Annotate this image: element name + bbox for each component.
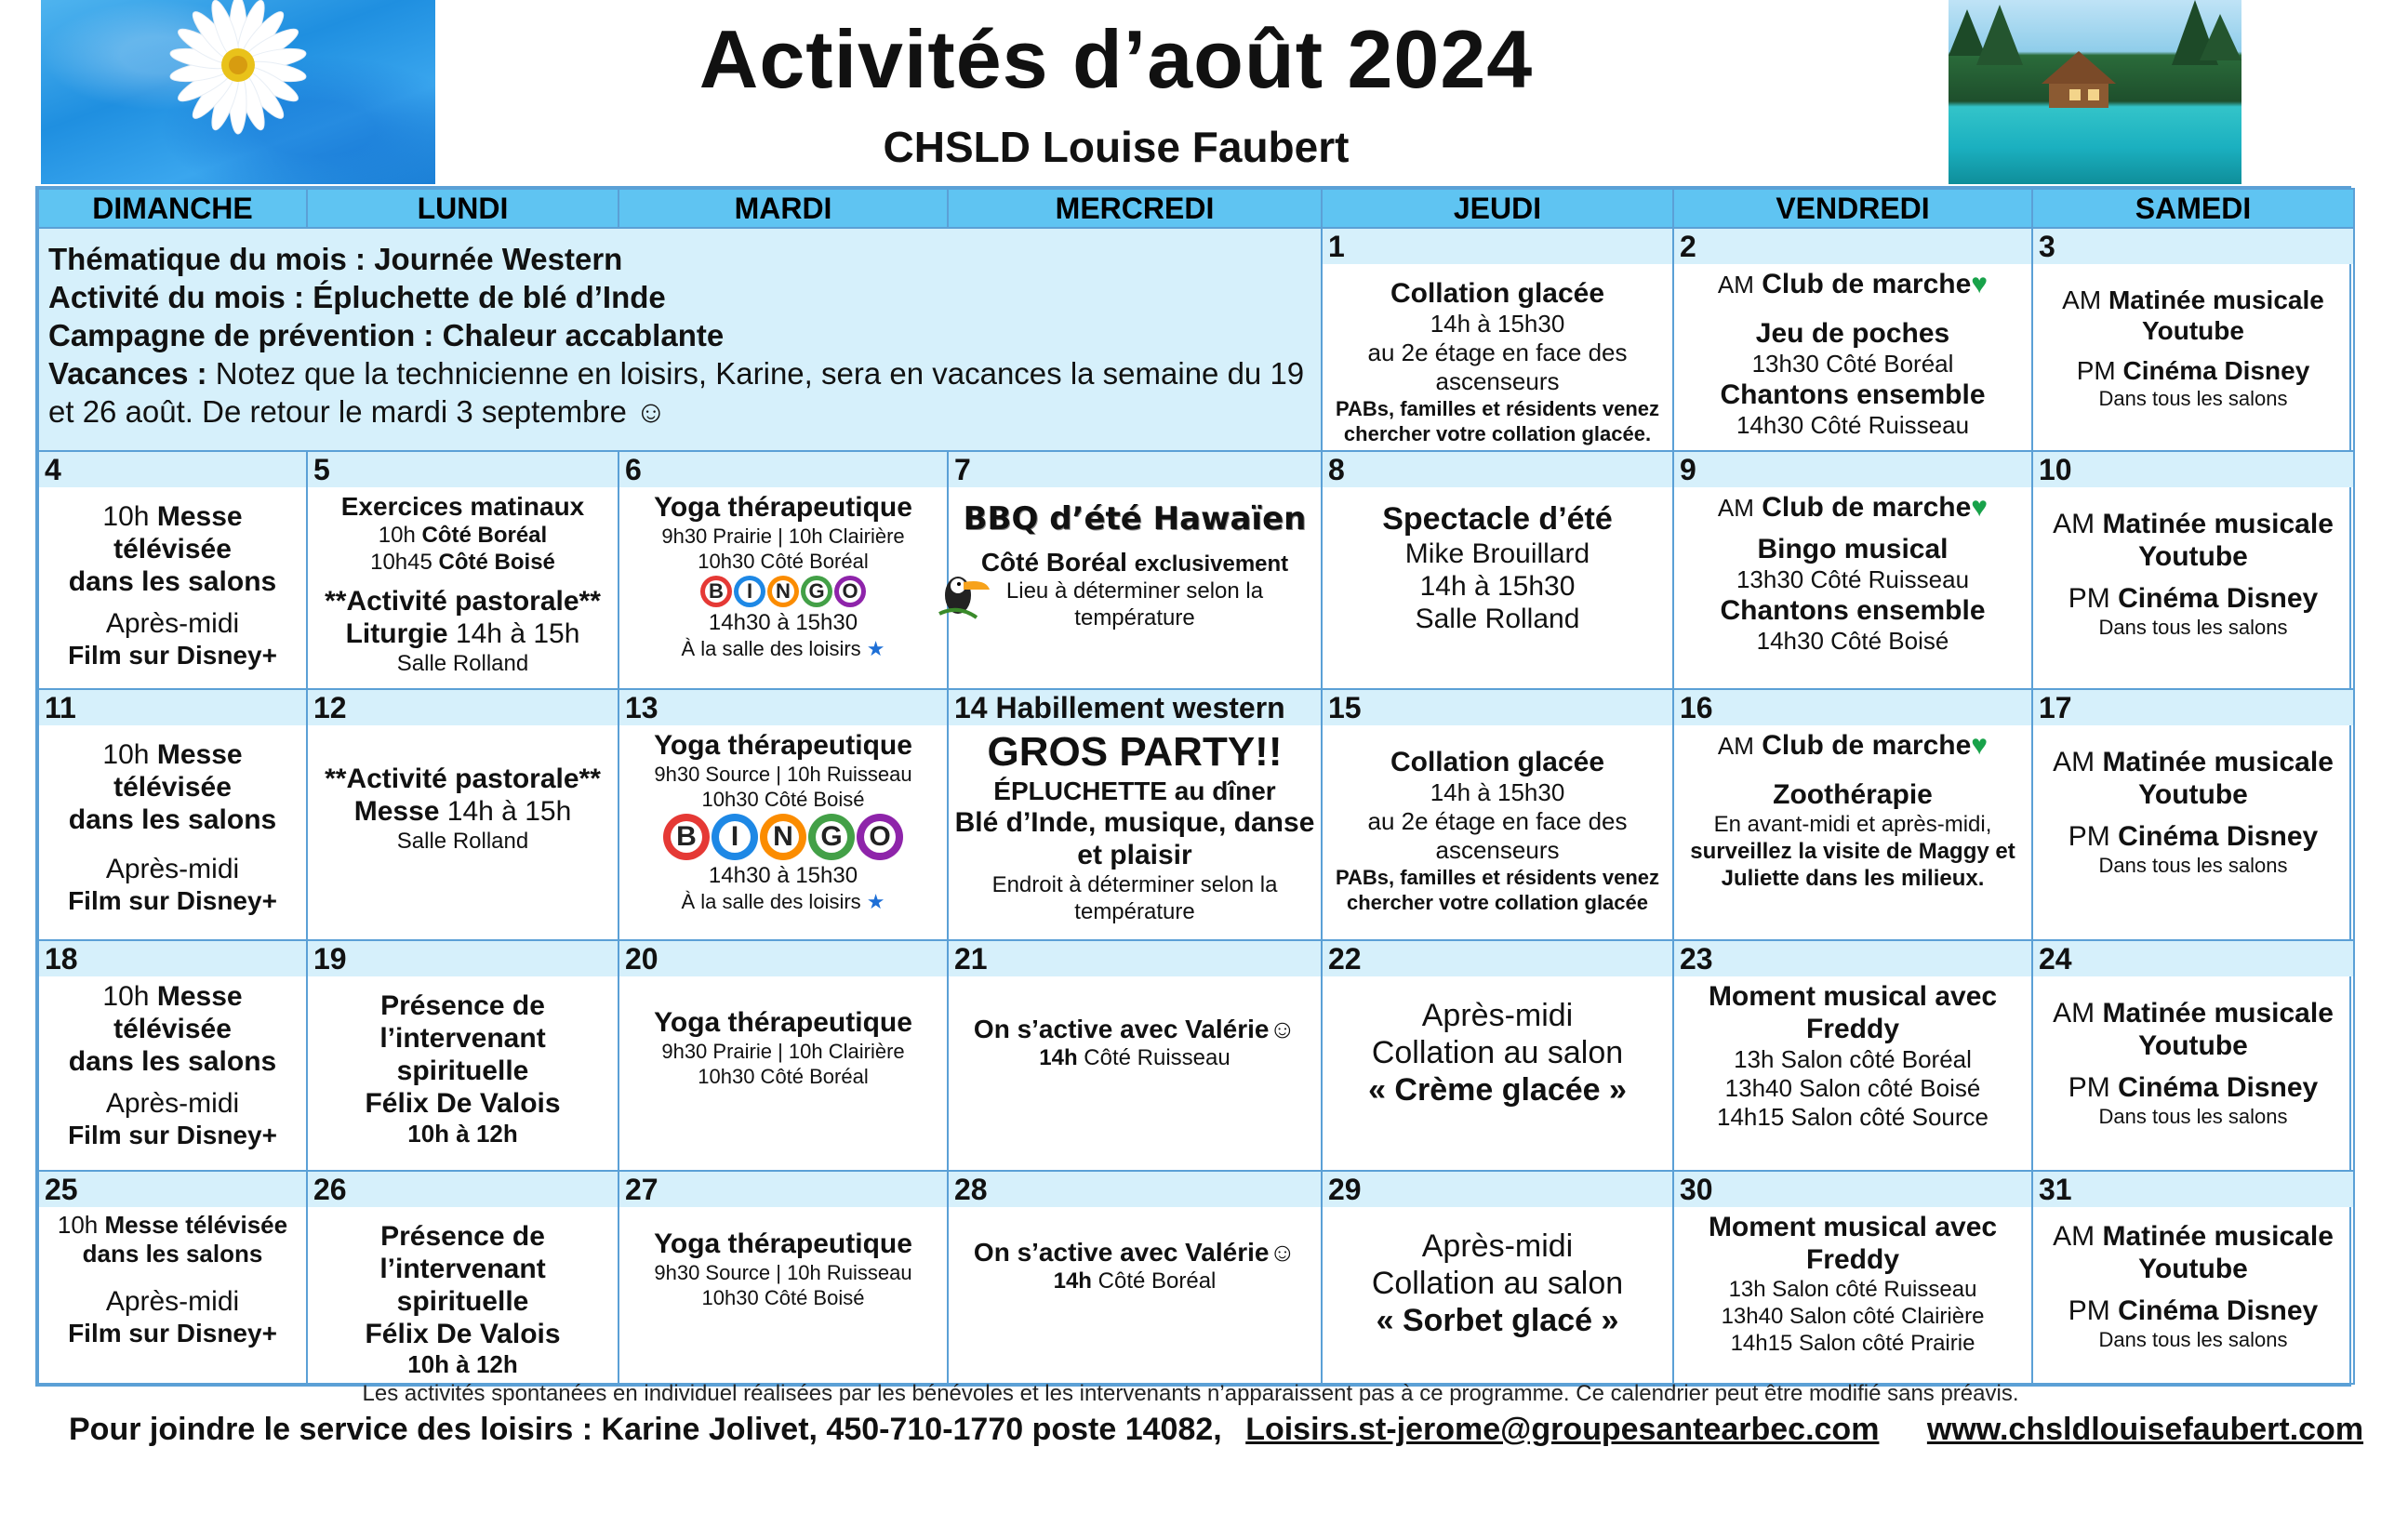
event-title: Film sur Disney+ [68, 641, 277, 670]
event-title: Chantons ensemble [1720, 379, 1986, 410]
day-number: 17 [2033, 690, 2353, 725]
page-title: Activités d’août 2024 [698, 13, 1534, 105]
event-time: 10h [57, 1211, 99, 1239]
event-time: Après-midi [105, 1286, 240, 1317]
day-cell-27 [619, 1171, 948, 1384]
event-title: Club de marche [1762, 492, 1972, 523]
day-cell-11 [38, 689, 307, 940]
day-number: 8 [1323, 452, 1672, 487]
day-cell-10 [2032, 451, 2354, 689]
event-note: surveillez la visite de Maggy et Juliette dans les milieux. [1690, 839, 2015, 891]
website-link[interactable]: www.chsldlouisefaubert.com [1926, 1412, 2364, 1447]
day-number: 26 [308, 1172, 618, 1207]
event-title: Matinée musicale Youtube [2102, 998, 2334, 1061]
day-number: 29 [1323, 1172, 1672, 1207]
event-note: PABs, familles et résidents venez chercher votre collation glacée. [1335, 397, 1660, 445]
event-time: Après-midi [1421, 998, 1574, 1033]
event-time: 10h [102, 501, 150, 532]
event-title: On s’active avec Valérie [973, 1015, 1270, 1043]
bingo-ball-b: B [663, 814, 710, 860]
event-title: Messe télévisée [113, 501, 243, 564]
day-cell-4 [38, 451, 307, 689]
event-time: au dîner [1174, 777, 1276, 805]
event-title: Club de marche [1762, 730, 1972, 761]
event-description: Blé d’Inde, musique, danse et plaisir [954, 807, 1315, 870]
event-title: Yoga thérapeutique [654, 1228, 912, 1259]
event-time: 13h Salon côté Ruisseau [1728, 1277, 1977, 1302]
day-cell-6 [619, 451, 948, 689]
event-title: Messe [353, 796, 440, 827]
day-number: 19 [308, 941, 618, 976]
event-title: GROS PARTY!! [987, 729, 1283, 775]
event-location: Côté Ruisseau [1084, 1045, 1230, 1070]
day-number: 24 [2033, 941, 2353, 976]
am-label: AM [2053, 747, 2095, 777]
day-cell-24 [2032, 940, 2354, 1171]
day-cell-18 [38, 940, 307, 1171]
event-time: 10h [378, 523, 416, 548]
event-title: Collation au salon [1371, 1035, 1624, 1070]
event-title: Matinée musicale Youtube [2102, 747, 2334, 810]
day-cell-22 [1322, 940, 1673, 1171]
day-cell-31 [2032, 1171, 2354, 1384]
am-label: AM [1717, 732, 1754, 760]
event-note: Endroit à déterminer selon la température [991, 872, 1278, 924]
event-time: Après-midi [105, 1088, 240, 1119]
smiley-icon: ☺ [1269, 1015, 1297, 1043]
day-number: 13 [619, 690, 947, 725]
event-title: Bingo musical [1757, 534, 1949, 564]
day-number: 9 [1674, 452, 2031, 487]
vacation-text: Notez que la technicienne en loisirs, Karine, sera en vacances la semaine du 19 et 26 août. De retour le mardi 3 septembre ☺ [48, 356, 1305, 429]
day-cell-30 [1673, 1171, 2032, 1384]
day-cell-26 [307, 1171, 619, 1384]
bingo-ball-i: I [712, 814, 758, 860]
vacation-line [48, 354, 1311, 431]
event-title: Yoga thérapeutique [654, 1007, 912, 1038]
day-number: 22 [1323, 941, 1672, 976]
event-time: 9h30 Prairie | 10h Clairière [661, 1040, 905, 1063]
event-title: **Activité pastorale** [325, 763, 601, 794]
event-performer: Mike Brouillard [1404, 538, 1590, 569]
day-cell-1 [1322, 228, 1673, 451]
calendar-grid [35, 186, 2351, 1387]
event-title: Collation glacée [1390, 278, 1605, 309]
day-cell-19 [307, 940, 619, 1171]
event-title: Matinée musicale Youtube [2108, 285, 2324, 345]
am-label: AM [2053, 1221, 2095, 1252]
day-number: 4 [39, 452, 306, 487]
day-cell-25 [38, 1171, 307, 1384]
event-time: 14h30 à 15h30 [708, 610, 858, 635]
pm-label: PM [2068, 1295, 2110, 1326]
prevention-line: Campagne de prévention : Chaleur accablante [48, 318, 725, 352]
event-title: Messe télévisée [113, 739, 243, 803]
contact-text: Pour joindre le service des loisirs : Karine Jolivet, 450-710-1770 poste 14082, [69, 1412, 1222, 1447]
event-location: Dans tous les salons [2098, 387, 2288, 410]
day-cell-28 [948, 1171, 1322, 1384]
day-cell-8 [1322, 451, 1673, 689]
event-time: Après-midi [105, 854, 240, 884]
footer-disclaimer: Les activités spontanées en individuel réalisées par les bénévoles et les intervenants n’apparaissent pas à ce programme. Ce calendrier peut être modifié sans préavis. [362, 1381, 2019, 1406]
event-time: 13h30 Côté Boréal [1751, 350, 1954, 378]
am-label: AM [2062, 285, 2102, 314]
bingo-logo [663, 814, 903, 860]
event-qualifier: exclusivement [1134, 551, 1289, 577]
am-label: AM [2053, 998, 2095, 1029]
event-location: Salle Rolland [396, 651, 529, 676]
event-time: 10h45 [370, 550, 432, 575]
heart-icon: ♥ [1971, 730, 1989, 761]
day-number: 31 [2033, 1172, 2353, 1207]
day-number: 28 [949, 1172, 1321, 1207]
day-number: 23 [1674, 941, 2031, 976]
event-title: Film sur Disney+ [68, 1319, 277, 1348]
day-number: 20 [619, 941, 947, 976]
smiley-icon: ☺ [1269, 1238, 1297, 1267]
day-number: 10 [2033, 452, 2353, 487]
event-time: 14h à 15h30 [1419, 571, 1576, 602]
event-location: Côté Boréal [980, 548, 1127, 577]
bingo-ball-o: O [857, 814, 903, 860]
event-time: 14h à 15h30 [1430, 778, 1565, 806]
day-number: 15 [1323, 690, 1672, 725]
event-time: 14h30 à 15h30 [708, 863, 858, 888]
event-title: Film sur Disney+ [68, 1121, 277, 1149]
bingo-ball-b: B [700, 576, 732, 607]
event-time: Après-midi [105, 608, 240, 639]
day-cell-16 [1673, 689, 2032, 940]
event-title: Exercices matinaux [340, 492, 585, 521]
event-location: Dans tous les salons [2098, 616, 2288, 639]
event-location: dans les salons [68, 804, 277, 835]
event-title: BBQ d’été Hawaïen [963, 500, 1307, 538]
event-location: 10h30 Côté Boisé [701, 1286, 865, 1309]
day-cell-3 [2032, 228, 2354, 451]
event-location: 10h30 Côté Boisé [701, 788, 865, 811]
email-link[interactable]: Loisirs.st-jerome@groupesantearbec.com [1245, 1412, 1880, 1447]
daisy-image [41, 0, 435, 184]
event-note: PABs, familles et résidents venez chercher votre collation glacée [1335, 866, 1660, 914]
lake-cabin-icon [1949, 0, 2241, 184]
event-location: Côté Boréal [421, 523, 548, 548]
event-time: 13h40 Salon côté Boisé [1724, 1074, 1981, 1102]
daisy-icon [41, 0, 435, 184]
day-number: 5 [308, 452, 618, 487]
am-label: AM [1717, 494, 1754, 522]
event-time: 14h [1053, 1268, 1092, 1294]
weekday-sunday: DIMANCHE [38, 189, 307, 228]
day-cell-20 [619, 940, 948, 1171]
weekday-friday: VENDREDI [1673, 189, 2032, 228]
event-time: 14h30 Côté Ruisseau [1736, 411, 1970, 439]
day-number: 6 [619, 452, 947, 487]
bingo-ball-n: N [767, 576, 799, 607]
day-cell-17 [2032, 689, 2354, 940]
event-location: Côté Boréal [1097, 1268, 1217, 1294]
event-title: Yoga thérapeutique [654, 492, 912, 523]
event-location: Côté Boisé [438, 550, 555, 575]
day-number: 16 [1674, 690, 2031, 725]
activity-line: Activité du mois : Épluchette de blé d’Inde [48, 280, 666, 314]
event-time: 14h15 Salon côté Prairie [1730, 1331, 1975, 1356]
vacation-label: Vacances : [48, 356, 207, 391]
event-performer: Félix De Valois [365, 1088, 561, 1119]
event-location: Dans tous les salons [2098, 1328, 2288, 1351]
event-title: Présence de l’intervenant spirituelle [379, 990, 546, 1086]
event-title: Matinée musicale Youtube [2102, 1221, 2334, 1284]
event-location: 10h30 Côté Boréal [698, 550, 869, 573]
event-location: au 2e étage en face des ascenseurs [1367, 807, 1628, 864]
day-number: 30 [1674, 1172, 2031, 1207]
day-cell-2 [1673, 228, 2032, 451]
weekday-header [38, 189, 2354, 228]
event-time: 14h à 15h [455, 618, 580, 649]
event-location: dans les salons [68, 1046, 277, 1077]
pm-label: PM [2076, 356, 2116, 385]
event-time: 10h [102, 981, 150, 1012]
footer-contact [69, 1409, 2364, 1450]
event-title: Spectacle d’été [1382, 501, 1613, 537]
event-location: dans les salons [68, 566, 277, 597]
day-number: 1 [1323, 229, 1672, 264]
event-description: « Crème glacée » [1368, 1072, 1627, 1108]
header [0, 0, 2381, 186]
weekday-saturday: SAMEDI [2032, 189, 2354, 228]
event-description: « Sorbet glacé » [1376, 1303, 1619, 1338]
event-time: 9h30 Source | 10h Ruisseau [654, 763, 912, 786]
day-number: 11 [39, 690, 306, 725]
event-location: au 2e étage en face des ascenseurs [1367, 339, 1628, 395]
weekday-monday: LUNDI [307, 189, 619, 228]
event-title: Moment musical avec Freddy [1708, 981, 1998, 1044]
day-cell-21 [948, 940, 1322, 1171]
heart-icon: ♥ [1971, 269, 1989, 299]
event-time: 14h30 Côté Boisé [1756, 627, 1949, 655]
day-label: Habillement western [995, 691, 1285, 724]
bingo-ball-n: N [760, 814, 806, 860]
event-location: Dans tous les salons [2098, 854, 2288, 877]
theme-line: Thématique du mois : Journée Western [48, 242, 623, 276]
event-title: Collation au salon [1371, 1266, 1624, 1301]
event-title: **Activité pastorale** [325, 586, 601, 617]
weekday-thursday: JEUDI [1322, 189, 1673, 228]
day-cell-12 [307, 689, 619, 940]
day-number: 7 [949, 452, 1321, 487]
bingo-ball-i: I [734, 576, 765, 607]
event-time: 10h [102, 739, 150, 770]
day-number: 27 [619, 1172, 947, 1207]
event-location: À la salle des loisirs [681, 890, 861, 913]
event-location: À la salle des loisirs [681, 637, 861, 660]
event-title: Messe télévisée [113, 981, 243, 1044]
event-location: dans les salons [82, 1240, 263, 1268]
event-location: 10h30 Côté Boréal [698, 1065, 869, 1088]
bingo-ball-g: G [801, 576, 832, 607]
pm-label: PM [2068, 583, 2110, 614]
day-cell-9 [1673, 451, 2032, 689]
day-cell-14 [948, 689, 1322, 940]
event-title: Zoothérapie [1773, 779, 1933, 810]
event-title: Cinéma Disney [2122, 356, 2310, 385]
event-title: Messe télévisée [104, 1211, 288, 1239]
day-cell-15 [1322, 689, 1673, 940]
day-number: 21 [949, 941, 1321, 976]
event-time: Après-midi [1421, 1228, 1574, 1264]
theme-box [38, 228, 1322, 451]
heart-icon: ♥ [1971, 492, 1989, 523]
event-title: Liturgie [345, 618, 448, 649]
event-time: 9h30 Prairie | 10h Clairière [661, 524, 905, 548]
weekday-wednesday: MERCREDI [948, 189, 1322, 228]
event-note: Lieu à déterminer selon la température [1005, 578, 1264, 631]
bingo-logo [700, 576, 866, 607]
event-time: 13h Salon côté Boréal [1734, 1045, 1972, 1073]
lake-cabin-image [1949, 0, 2241, 184]
event-title: Film sur Disney+ [68, 886, 277, 915]
event-title: Moment musical avec Freddy [1708, 1212, 1998, 1275]
day-number: 2 [1674, 229, 2031, 264]
event-performer: Félix De Valois [365, 1319, 561, 1349]
pm-label: PM [2068, 821, 2110, 852]
page-subtitle: CHSLD Louise Faubert [883, 123, 1350, 171]
am-label: AM [2053, 509, 2095, 539]
day-cell-13 [619, 689, 948, 940]
pm-label: PM [2068, 1072, 2110, 1103]
event-title: Club de marche [1762, 269, 1972, 299]
star-icon: ★ [866, 637, 885, 660]
event-time: En avant-midi et après-midi, [1713, 812, 1992, 837]
day-cell-7 [948, 451, 1322, 689]
day-number: 3 [2033, 229, 2353, 264]
day-number: 18 [39, 941, 306, 976]
day-number: 12 [308, 690, 618, 725]
event-title: Collation glacée [1390, 747, 1605, 777]
event-title: Yoga thérapeutique [654, 730, 912, 761]
event-time: 14h à 15h [446, 796, 572, 827]
event-title: Jeu de poches [1755, 318, 1950, 349]
event-title: ÉPLUCHETTE [993, 777, 1167, 805]
event-title: Cinéma Disney [2118, 583, 2319, 614]
day-number: 14 Habillement western [949, 690, 1321, 725]
event-time: 13h40 Salon côté Clairière [1721, 1304, 1985, 1329]
event-time: 14h15 Salon côté Source [1717, 1103, 1989, 1131]
event-time: 10h à 12h [407, 1350, 518, 1378]
event-title: Cinéma Disney [2118, 1295, 2319, 1326]
event-time: 13h30 Côté Ruisseau [1736, 565, 1970, 593]
event-location: Dans tous les salons [2098, 1105, 2288, 1128]
event-title: Cinéma Disney [2118, 1072, 2319, 1103]
event-time: 14h à 15h30 [1430, 310, 1565, 338]
event-time: 14h [1039, 1045, 1078, 1070]
star-icon: ★ [866, 890, 885, 913]
day-cell-23 [1673, 940, 2032, 1171]
event-title: Chantons ensemble [1720, 595, 1986, 626]
bingo-ball-g: G [808, 814, 855, 860]
event-title: Cinéma Disney [2118, 821, 2319, 852]
toucan-icon [930, 558, 995, 623]
weekday-tuesday: MARDI [619, 189, 948, 228]
event-location: Salle Rolland [396, 829, 529, 854]
am-label: AM [1717, 271, 1754, 299]
event-time: 9h30 Source | 10h Ruisseau [654, 1261, 912, 1284]
event-title: Matinée musicale Youtube [2102, 509, 2334, 572]
event-time: 10h à 12h [407, 1120, 518, 1148]
day-cell-5 [307, 451, 619, 689]
event-title: Présence de l’intervenant spirituelle [379, 1221, 546, 1317]
event-location: Salle Rolland [1415, 604, 1580, 634]
bingo-ball-o: O [834, 576, 866, 607]
event-title: On s’active avec Valérie [973, 1238, 1270, 1267]
day-cell-29 [1322, 1171, 1673, 1384]
day-number: 25 [39, 1172, 306, 1207]
